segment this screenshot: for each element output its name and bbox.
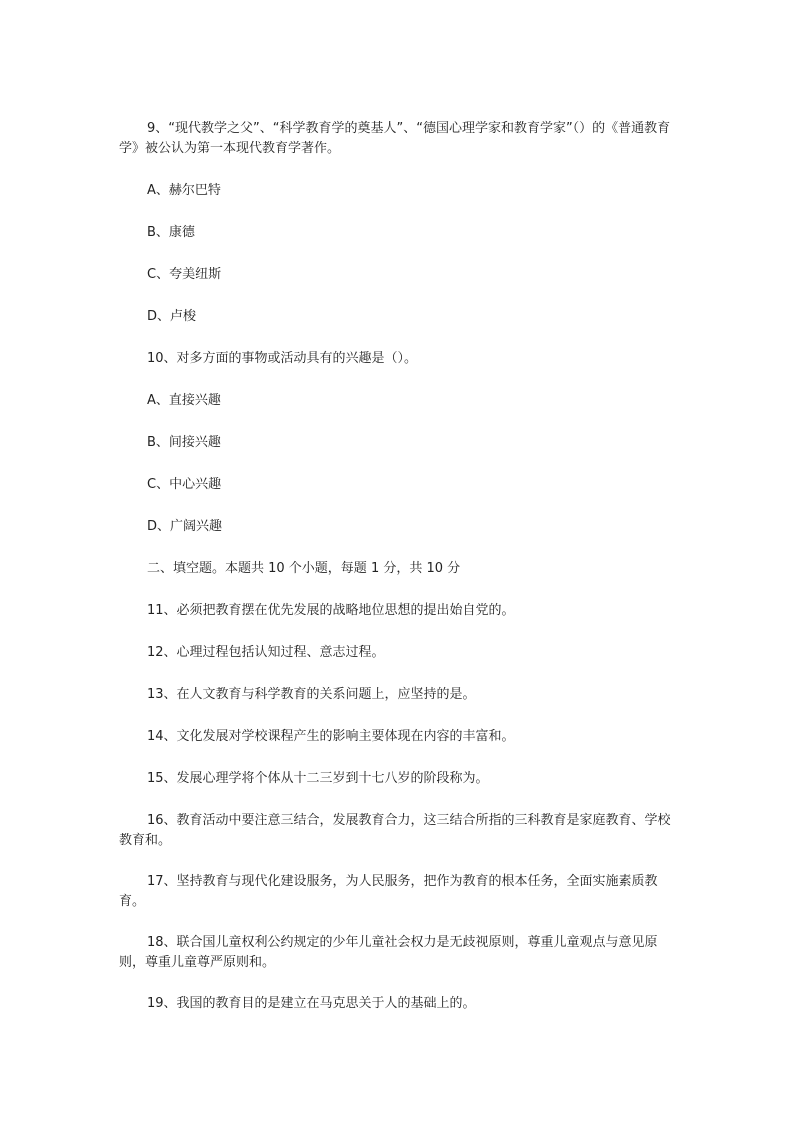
question-9-option-b: B、康德 — [147, 225, 195, 240]
question-10-option-d: D、广阔兴趣 — [147, 519, 223, 534]
fill-question-19: 19、我国的教育目的是建立在马克思关于人的基础上的。 — [147, 996, 476, 1011]
question-9-option-a: A、赫尔巴特 — [147, 183, 221, 198]
fill-question-13: 13、在人文教育与科学教育的关系问题上，应坚持的是。 — [147, 687, 476, 702]
fill-question-12: 12、心理过程包括认知过程、意志过程。 — [147, 645, 385, 660]
fill-question-17: 17、坚持教育与现代化建设服务，为人民服务，把作为教育的根本任务，全面实施素质教育。 — [119, 874, 658, 909]
question-9-option-c: C、夸美纽斯 — [147, 267, 222, 282]
question-10-option-b: B、间接兴趣 — [147, 435, 221, 450]
fill-question-11: 11、必须把教育摆在优先发展的战略地位思想的提出始自党的。 — [147, 603, 515, 618]
fill-question-15: 15、发展心理学将个体从十二三岁到十七八岁的阶段称为。 — [147, 771, 489, 786]
question-10-option-c: C、中心兴趣 — [147, 477, 222, 492]
question-10-stem: 10、对多方面的事物或活动具有的兴趣是（）。 — [147, 351, 418, 366]
fill-question-16: 16、教育活动中要注意三结合，发展教育合力，这三结合所指的三科教育是家庭教育、学校教育和。 — [119, 813, 671, 848]
question-9-option-d: D、卢梭 — [147, 309, 197, 324]
section-2-heading: 二、填空题。本题共 10 个小题，每题 1 分，共 10 分 — [147, 561, 461, 576]
fill-question-18: 18、联合国儿童权利公约规定的少年儿童社会权力是无歧视原则，尊重儿童观点与意见原则，尊重儿童尊严原则和。 — [119, 935, 658, 970]
document-content — [119, 119, 679, 1014]
question-10-option-a: A、直接兴趣 — [147, 393, 221, 408]
question-9-stem: 9、“现代教学之父”、“科学教育学的奠基人”、“德国心理学家和教育学家”（）的《普通教育学》被公认为第一本现代教育学著作。 — [119, 121, 671, 156]
fill-question-14: 14、文化发展对学校课程产生的影响主要体现在内容的丰富和。 — [147, 729, 515, 744]
